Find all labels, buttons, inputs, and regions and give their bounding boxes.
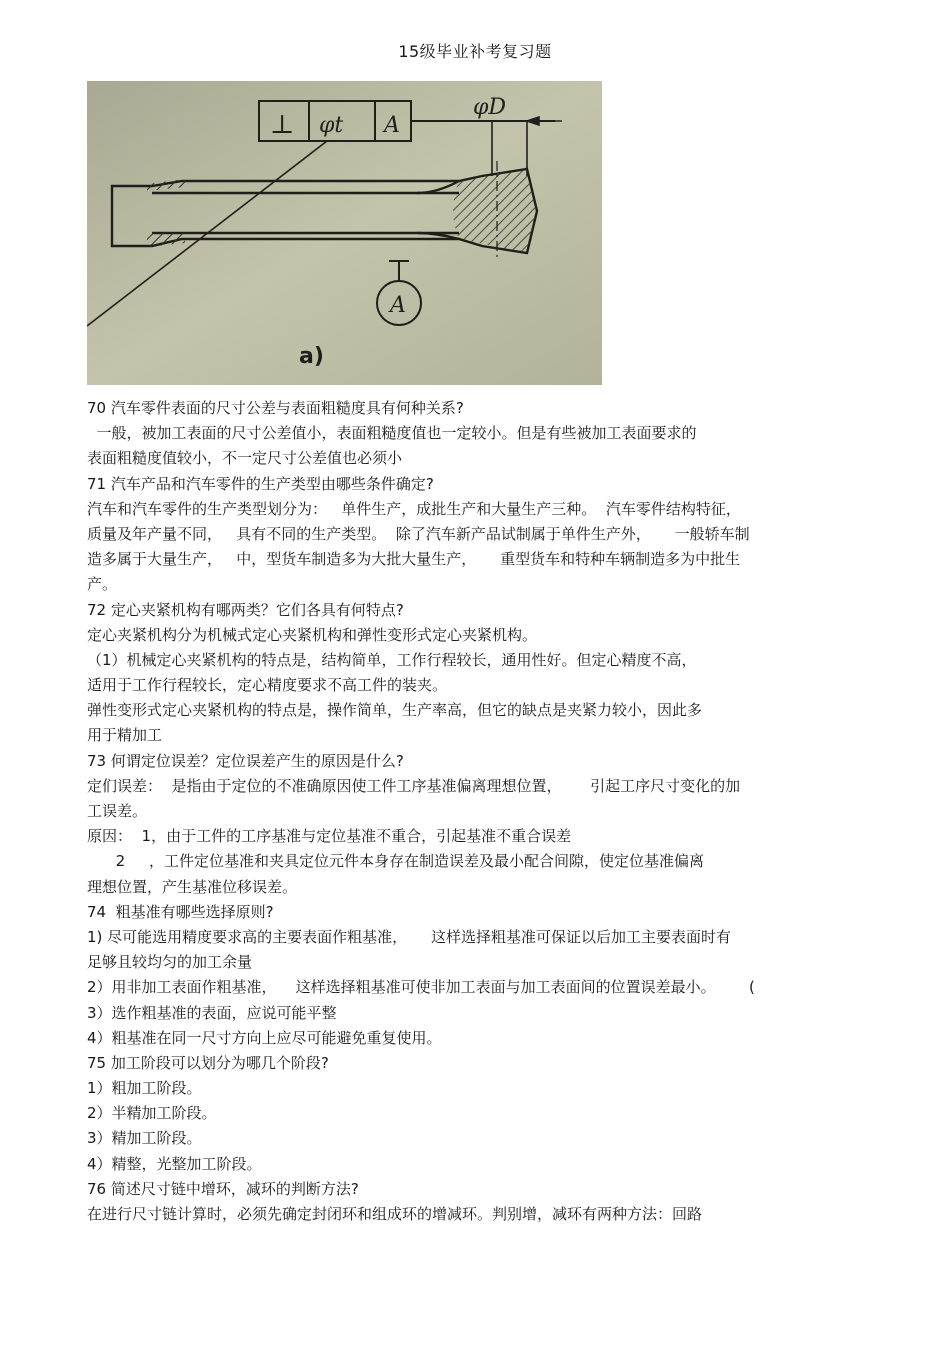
text-line: 定心夹紧机构分为机械式定心夹紧机构和弹性变形式定心夹紧机构。	[87, 625, 538, 644]
text-line: 4）精整，光整加工阶段。	[87, 1154, 262, 1173]
dimension-label: φD	[473, 95, 507, 120]
page-title: 15级毕业补考复习题	[398, 42, 552, 61]
figure-caption: a)	[299, 344, 324, 369]
text-line: 工误差。	[87, 802, 148, 820]
text-line: 理想位置，产生基准位移误差。	[87, 877, 298, 896]
text-line: 适用于工作行程较长，定心精度要求不高工件的装夹。	[87, 676, 448, 695]
text-line: 质量及年产量不同， 具有不同的生产类型。 除了汽车新产品试制属于单件生产外， 一般轿车制	[87, 524, 750, 543]
text-line: 4）粗基准在同一尺寸方向上应尽可能避免重复使用。	[87, 1028, 442, 1047]
text-line: 用于精加工	[87, 726, 163, 745]
text-line: （1）机械定心夹紧机构的特点是，结构简单，工作行程较长，通用性好。但定心精度不高，	[87, 650, 697, 669]
text-line: 70 汽车零件表面的尺寸公差与表面粗糙度具有何种关系?	[87, 399, 464, 417]
text-line: 76 简述尺寸链中增环，减环的判断方法?	[87, 1179, 359, 1198]
document-body	[87, 396, 877, 1227]
text-line: 3）选作粗基准的表面，应说可能平整	[87, 1003, 337, 1022]
text-line: 72 定心夹紧机构有哪两类？它们各具有何特点?	[87, 600, 404, 619]
tolerance-value: φt	[319, 113, 344, 138]
text-line: 汽车和汽车零件的生产类型划分为： 单件生产，成批生产和大量生产三种。 汽车零件结构特征，	[87, 499, 741, 518]
engineering-drawing-photo	[87, 81, 602, 385]
text-line: 2）半精加工阶段。	[87, 1104, 217, 1123]
text-line: 2）用非加工表面作粗基准， 这样选择粗基准可使非加工表面与加工表面间的位置误差最小。 (	[87, 978, 755, 997]
perpendicularity-symbol: ⊥	[270, 110, 295, 140]
text-line: 原因： 1，由于工件的工序基准与定位基准不重合，引起基准不重合误差	[87, 827, 572, 846]
text-line: 定们误差： 是指由于定位的不准确原因使工件工序基准偏离理想位置， 引起工序尺寸变化的加	[87, 776, 741, 795]
text-line: 1）粗加工阶段。	[87, 1079, 202, 1098]
text-line: 表面粗糙度值较小，不一定尺寸公差值也必须小	[87, 449, 403, 468]
text-line: 一般，被加工表面的尺寸公差值小，表面粗糙度值也一定较小。但是有些被加工表面要求的	[87, 424, 697, 443]
text-line: 73 何谓定位误差？定位误差产生的原因是什么?	[87, 751, 404, 770]
text-line: 1) 尽可能选用精度要求高的主要表面作粗基准， 这样选择粗基准可保证以后加工主要表面时有	[87, 927, 732, 946]
text-line: 74 粗基准有哪些选择原则?	[87, 902, 274, 921]
text-line: 足够且较均匀的加工余量	[87, 953, 253, 972]
datum-reference: A	[384, 113, 400, 138]
datum-label: A	[390, 293, 406, 318]
text-line: 在进行尺寸链计算时，必须先确定封闭环和组成环的增减环。判别增，减环有两种方法：回路	[87, 1205, 703, 1223]
text-line: 产。	[87, 575, 118, 594]
text-line: 造多属于大量生产， 中，型货车制造多为大批大量生产， 重型货车和特种车辆制造多为中批生	[87, 550, 741, 569]
text-line: 3）精加工阶段。	[87, 1129, 202, 1148]
text-line: 75 加工阶段可以划分为哪几个阶段?	[87, 1053, 329, 1072]
text-line: 71 汽车产品和汽车零件的生产类型由哪些条件确定?	[87, 474, 434, 493]
text-line: 弹性变形式定心夹紧机构的特点是，操作简单，生产率高，但它的缺点是夹紧力较小，因此多	[87, 701, 703, 720]
text-line: 2 ，工件定位基准和夹具定位元件本身存在制造误差及最小配合间隙，使定位基准偏离	[87, 852, 704, 871]
part-drawing	[87, 81, 602, 385]
